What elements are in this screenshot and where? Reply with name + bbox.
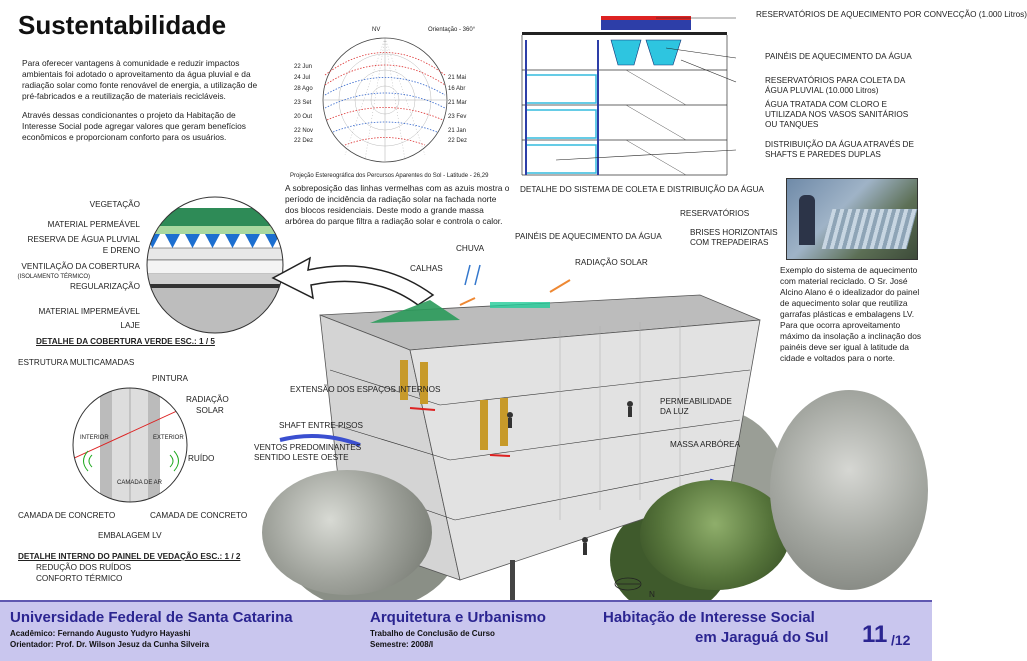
label-brises: BRISES HORIZONTAIS COM TREPADEIRAS — [690, 228, 778, 247]
roof-label: MATERIAL PERMEÁVEL — [47, 220, 140, 229]
intro-paragraph-1: Para oferecer vantagens à comunidade e reduzir impactos ambientais foi adotado o aproveitamento da água pluvial e da radiação solar como fonte renovável de energia, a utilização de pré-fabricados e a reutilização de materiais recicláveis. — [22, 58, 258, 101]
advisor-name: Orientador: Prof. Dr. Wilson Jesuz da Cunha Silveira — [10, 640, 210, 649]
date-label: 28 Ago — [294, 86, 313, 92]
roof-label: E DRENO — [102, 246, 140, 255]
date-label: 24 Jul — [294, 75, 311, 81]
date-label: 16 Abr — [448, 86, 466, 92]
panel-label-paint: PINTURA — [152, 374, 188, 383]
label-shaft: SHAFT ENTRE PISOS — [279, 421, 364, 430]
label-internal-extension: EXTENSÃO DOS ESPAÇOS INTERNOS — [290, 385, 441, 394]
label-winds: VENTOS PREDOMINANTES SENTIDO LESTE OESTE — [254, 443, 362, 462]
intro-text — [22, 58, 272, 151]
panel-label-exterior: EXTERIOR — [153, 435, 184, 441]
water-label-4: ÁGUA TRATADA COM CLORO E UTILIZADA NOS VASOS SANITÁRIOS OU TANQUES — [765, 100, 909, 129]
date-label: 23 Fev — [448, 114, 467, 120]
person-figure — [799, 195, 815, 245]
tree-left — [262, 470, 432, 595]
roof-label: RESERVA DE ÁGUA PLUVIAL — [27, 235, 140, 244]
date-label: 21 Jan — [448, 128, 467, 134]
north-arrow-icon — [614, 576, 644, 596]
label-tree-mass: MASSA ARBÓREA — [670, 440, 741, 449]
date-label: 23 Set — [294, 100, 312, 106]
water-system-section — [516, 10, 736, 180]
date-label: 22 Dez — [448, 138, 468, 144]
date-label: 22 Dez — [294, 138, 314, 144]
label-solar-radiation: RADIAÇÃO SOLAR — [575, 258, 648, 267]
date-label: 22 Nov — [294, 128, 314, 134]
panel-label-air: CAMADA DE AR — [117, 480, 163, 486]
project-title-1: Habitação de Interesse Social — [603, 609, 815, 626]
photo-description: Exemplo do sistema de aquecimento com material reciclado. O Sr. José Alcino Alano é o idealizador do painel de aquecimento solar que reutiliza garrafas plásticas e embalagens LV. Para que ocorra aproveitamento máximo da insolação a inclinação dos painéis deve ser igual à latitude da cidade e voltados para o norte. — [780, 265, 922, 363]
panel-note-2: CONFORTO TÉRMICO — [36, 574, 123, 583]
water-label-2: PAINÉIS DE AQUECIMENTO DA ÁGUA — [765, 52, 912, 61]
course-name: Arquitetura e Urbanismo — [370, 609, 546, 626]
label-rain: CHUVA — [456, 244, 485, 253]
page-title: Sustentabilidade — [18, 10, 227, 40]
roof-label: (ISOLAMENTO TÉRMICO) — [17, 274, 90, 280]
semester: Semestre: 2008/I — [370, 640, 434, 649]
panel-label-solar: SOLAR — [196, 406, 224, 415]
panel-label-structure: ESTRUTURA MULTICAMADAS — [18, 358, 135, 367]
water-label-1: RESERVATÓRIOS DE AQUECIMENTO POR CONVECÇÃO (1.000 Litros) — [756, 10, 1027, 19]
panel-shape — [822, 209, 918, 249]
tree-right — [640, 480, 790, 590]
date-label: 21 Mar — [448, 100, 467, 106]
water-label-3: RESERVATÓRIOS PARA COLETA DA ÁGUA PLUVIAL (10.000 Litros) — [765, 76, 905, 95]
panel-label-concrete-1: CAMADA DE CONCRETO — [18, 511, 116, 520]
intro-paragraph-2: Através dessas condicionantes o projeto da Habitação de Interesse Social pode agregar valores que geram benefícios econômicos e proporcionam conforto para os usuários. — [22, 110, 246, 142]
page-total: /12 — [891, 632, 911, 648]
roof-label: VENTILAÇÃO DA COBERTURA — [21, 262, 140, 271]
label-reservoirs: RESERVATÓRIOS — [680, 209, 750, 218]
roof-label: MATERIAL IMPERMEÁVEL — [38, 307, 140, 316]
university-name: Universidade Federal de Santa Catarina — [10, 609, 293, 626]
panel-note-1: REDUÇÃO DOS RUÍDOS — [36, 563, 132, 572]
page-number: 11 — [862, 621, 888, 648]
panel-detail-caption: DETALHE INTERNO DO PAINEL DE VEDAÇÃO ESC.: 1 / 2 — [18, 552, 241, 561]
panel-label-interior: INTERIOR — [80, 435, 109, 441]
solar-chart-text: A sobreposição das linhas vermelhas com as azuis mostra o período de incidência da radiação solar na fachada norte dos blocos residenciais. Deste modo a grande massa arbórea do parque filtra a radiação solar e controla o calor. — [285, 183, 510, 226]
panel-label-radiation: RADIAÇÃO — [186, 395, 229, 404]
chart-caption: Projeção Estereográfica dos Percursos Aparentes do Sol - Latitude - 26,29 — [290, 173, 489, 179]
label-light-permeability: PERMEABILIDADE DA LUZ — [660, 397, 732, 416]
panel-label-noise: RUÍDO — [188, 454, 215, 463]
roof-label: VEGETAÇÃO — [89, 200, 140, 209]
roof-label: LAJE — [120, 321, 140, 330]
label-gutters: CALHAS — [410, 264, 443, 273]
green-roof-caption: DETALHE DA COBERTURA VERDE ESC.: 1 / 5 — [36, 337, 215, 346]
chart-north-label: NV — [372, 27, 381, 33]
water-label-5: DISTRIBUIÇÃO DA ÁGUA ATRAVÉS DE SHAFTS E PAREDES DUPLAS — [765, 140, 914, 159]
chart-orientation-label: Orientação - 360° — [428, 27, 476, 33]
date-label: 20 Out — [294, 114, 313, 120]
label-heating-panels: PAINÉIS DE AQUECIMENTO DA ÁGUA — [515, 232, 662, 241]
date-label: 21 Mai — [448, 75, 467, 81]
date-label: 22 Jun — [294, 64, 313, 70]
panel-label-concrete-2: CAMADA DE CONCRETO — [150, 511, 248, 520]
roof-label: REGULARIZAÇÃO — [69, 282, 140, 291]
label-north: N — [649, 590, 655, 599]
work-type: Trabalho de Conclusão de Curso — [370, 629, 495, 638]
tree-far-right — [770, 390, 928, 590]
solar-panel-photo — [786, 178, 918, 260]
student-name: Acadêmico: Fernando Augusto Yudyro Hayashi — [10, 629, 191, 638]
panel-label-packaging: EMBALAGEM LV — [98, 531, 162, 540]
water-section-caption: DETALHE DO SISTEMA DE COLETA E DISTRIBUIÇÃO DA ÁGUA — [520, 185, 765, 194]
project-title-2: em Jaraguá do Sul — [695, 629, 829, 646]
